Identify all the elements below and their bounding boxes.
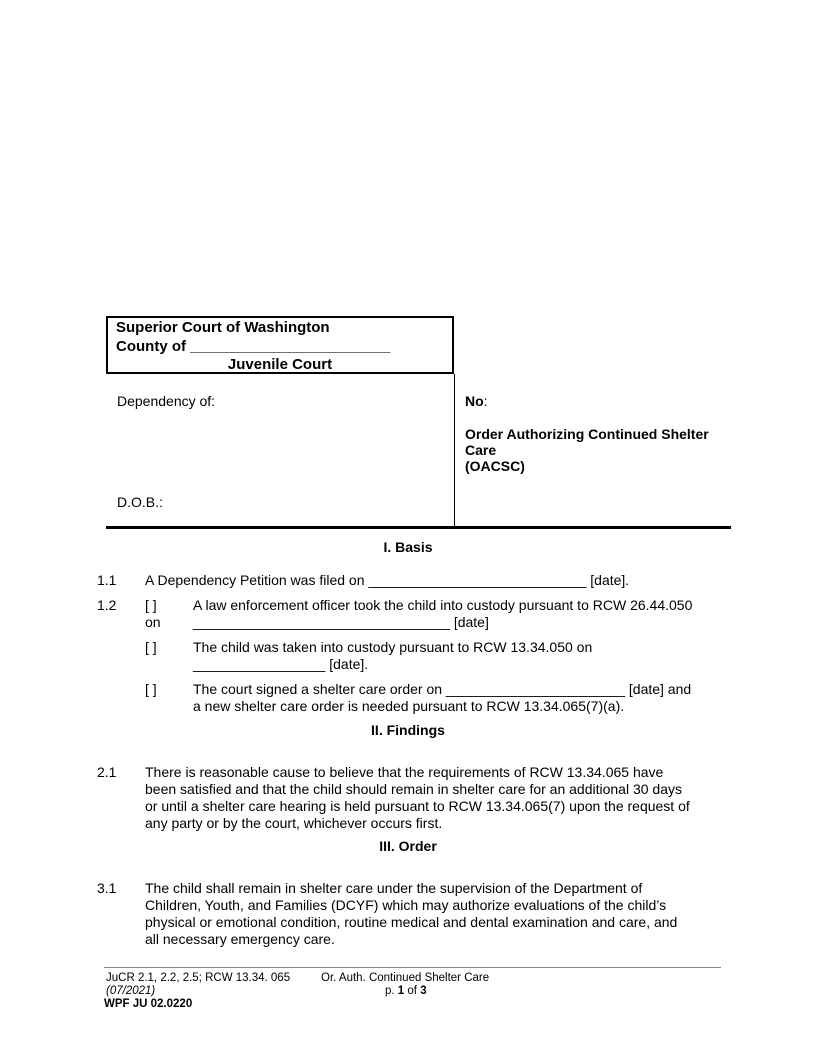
paragraph-2-1-text [145, 764, 690, 832]
county-field: County of ________________________ [116, 338, 391, 355]
section-heading-findings: II. Findings [371, 722, 445, 738]
juvenile-court-label: Juvenile Court [227, 356, 333, 373]
order-title-line-2: Care [465, 442, 497, 458]
dependency-of-label: Dependency of: [117, 393, 216, 409]
option-custody-line-2: _________________ [date]. [193, 656, 369, 672]
paragraph-3-1-text [145, 880, 677, 948]
paragraph-number: 1.1 [97, 572, 117, 588]
option-shelter-order-line-1: The court signed a shelter care order on _______________________ [date] and [193, 681, 692, 697]
case-number-colon: : [483, 393, 488, 409]
dob-label: D.O.B.: [117, 494, 163, 510]
checkbox-custody-rcw[interactable]: [ ] [145, 639, 157, 655]
paragraph-line: all necessary emergency care. [145, 931, 335, 947]
paragraph-1-1-text: A Dependency Petition was filed on ____________________________ [date]. [145, 572, 630, 588]
caption-divider-vertical [454, 374, 455, 528]
section-heading-order: III. Order [379, 838, 437, 854]
footer-date: (07/2021) [106, 985, 156, 997]
footer-rules: JuCR 2.1, 2.2, 2.5; RCW 13.34. 065 [106, 972, 291, 984]
checkbox-law-enforcement[interactable]: [ ] [145, 597, 157, 613]
case-number-label [465, 393, 488, 409]
caption-divider-horizontal [106, 526, 731, 529]
footer-form-id: WPF JU 02.0220 [104, 998, 193, 1010]
paragraph-line: any party or by the court, whichever occurs first. [145, 815, 443, 831]
page-current: 1 [397, 985, 405, 997]
order-title [465, 426, 735, 474]
paragraph-line: been satisfied and that the child should remain in shelter care for an additional 30 days [145, 781, 683, 797]
footer-title: Or. Auth. Continued Shelter Care [321, 972, 490, 984]
court-title: Superior Court of Washington [116, 319, 330, 336]
paragraph-number: 1.2 [97, 597, 117, 613]
page-total: 3 [420, 985, 427, 997]
option-shelter-order-line-2: a new shelter care order is needed pursuant to RCW 13.34.065(7)(a). [193, 698, 625, 714]
option-law-enforcement-line-1: A law enforcement officer took the child into custody pursuant to RCW 26.44.050 [193, 597, 693, 613]
option-custody-line-1: The child was taken into custody pursuant to RCW 13.34.050 on [193, 639, 593, 655]
paragraph-line: or until a shelter care hearing is held pursuant to RCW 13.34.065(7) upon the request of [145, 798, 690, 814]
checkbox-shelter-order[interactable]: [ ] [145, 681, 157, 697]
footer-divider [104, 967, 721, 968]
option-law-enforcement-on: on [145, 614, 161, 630]
page-prefix: p. [385, 985, 398, 997]
section-heading-basis: I. Basis [383, 539, 433, 555]
order-title-line-1: Order Authorizing Continued Shelter [465, 426, 709, 442]
page-of: of [404, 985, 421, 997]
case-number-label-text: No [465, 393, 484, 409]
option-law-enforcement-line-2: _________________________________ [date] [193, 614, 489, 630]
paragraph-line: Children, Youth, and Families (DCYF) which may authorize evaluations of the child’s [145, 897, 667, 913]
order-title-line-3: (OACSC) [465, 458, 525, 474]
footer-page-number [385, 985, 427, 998]
paragraph-number: 3.1 [97, 880, 117, 896]
paragraph-line: The child shall remain in shelter care under the supervision of the Department of [145, 880, 643, 896]
paragraph-line: physical or emotional condition, routine medical and dental examination and care, and [145, 914, 678, 930]
paragraph-number: 2.1 [97, 764, 117, 780]
paragraph-line: There is reasonable cause to believe that the requirements of RCW 13.34.065 have [145, 764, 664, 780]
